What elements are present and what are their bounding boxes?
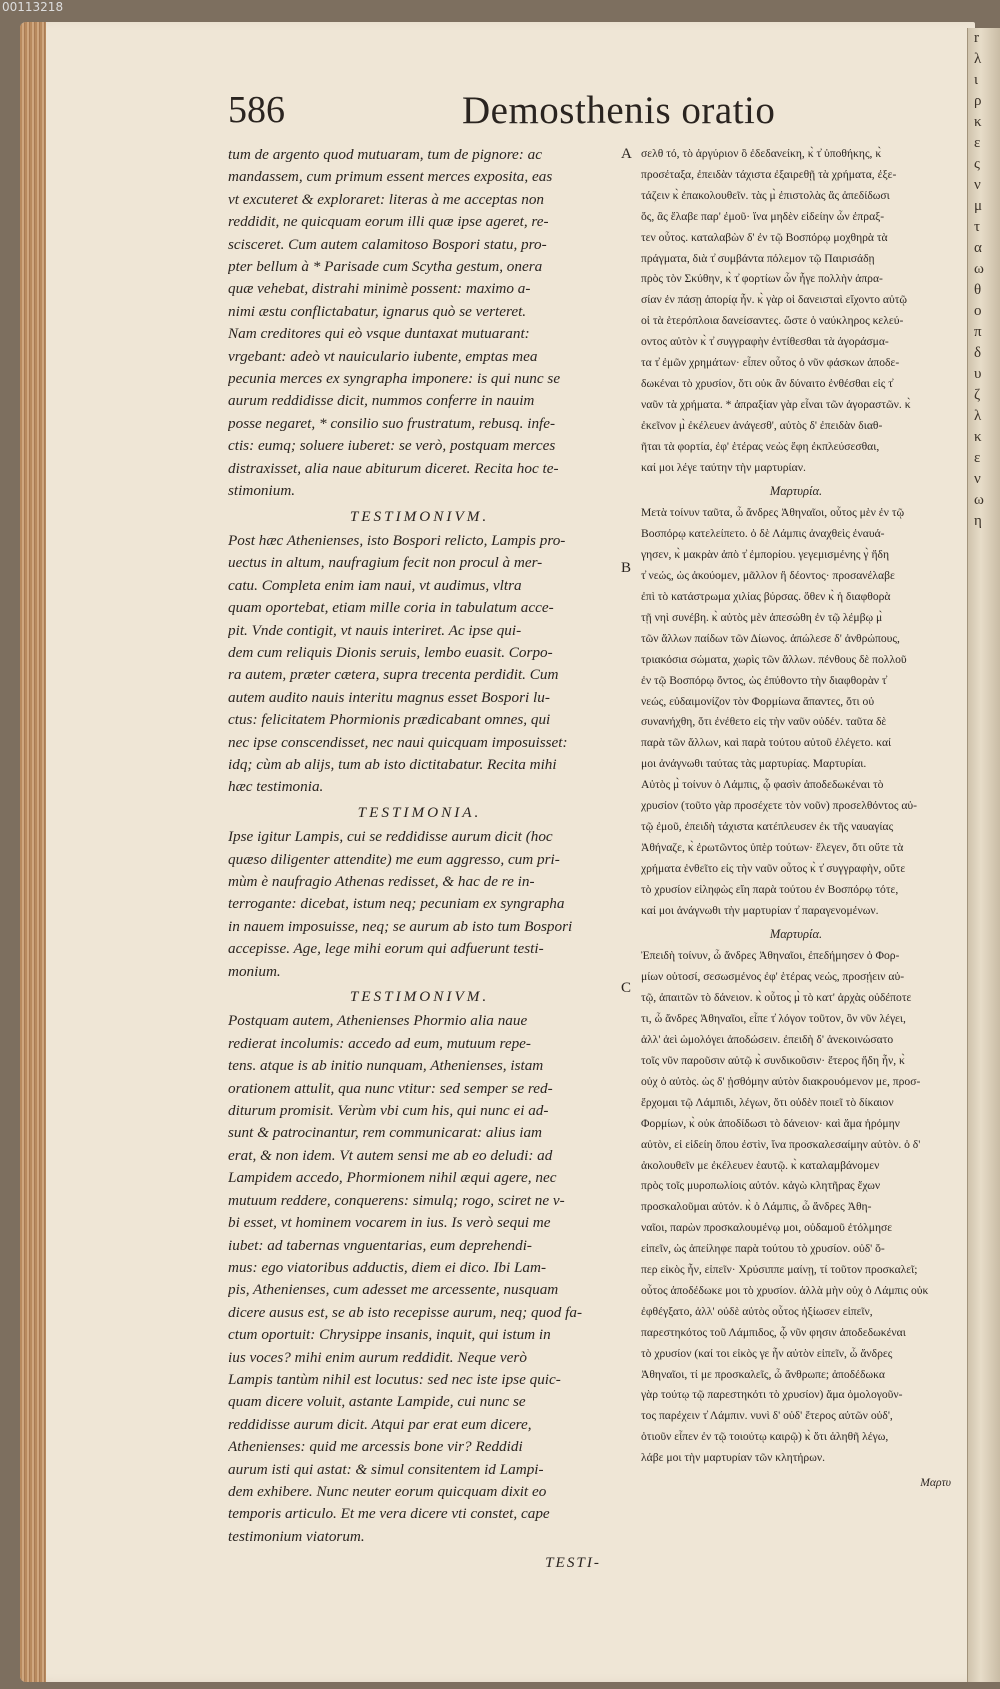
text-line: λάβε μοι τὴν μαρτυρίαν τῶν κλητήρων. — [641, 1451, 825, 1465]
greek-heading-2: Μαρτυρία. — [769, 926, 823, 941]
text-line: Lampidem accedo, Phormionem nihil æqui agere, nec — [228, 1169, 557, 1187]
running-title: Demosthenis oratio — [462, 89, 776, 132]
next-page-fragment: λ — [974, 51, 982, 67]
text-line: ἐν τῷ Βοσπόρῳ ὄντος, ὡς ἐπύθοντο τὴν διαφθορὰν τ̓ — [641, 673, 887, 687]
text-line: hæc testimonia. — [228, 778, 324, 796]
text-line: tum de argento quod mutuaram, tum de pignore: ac — [228, 146, 542, 163]
next-page-fragment: π — [974, 324, 982, 340]
text-line: ἐφθέγξατο, ἀλλ' οὐδὲ αὐτὸς οὗτος ἠξίωσεν εἰπεῖν, — [641, 1304, 873, 1318]
text-line: τ̓ νεώς, ὡς ἀκούομεν, μᾶλλον ἢ δέοντος· προσανέλαβε — [641, 569, 895, 583]
text-line: reddidit, ne quicquam eorum illi quæ ipse ageret, re- — [228, 213, 549, 231]
greek-block-4 — [641, 946, 951, 1469]
text-line: terrogante: dicebat, istum neq; pecuniam ex syngrapha — [228, 895, 565, 913]
text-line: dicere ausus est, se ab isto recepisse aurum, neq; quod fa- — [228, 1303, 583, 1321]
text-line: τεν οὗτος. καταλαβὼν δ' ἐν τῷ Βοσπόρῳ μοχθηρὰ τὰ — [641, 230, 888, 244]
text-line: τῷ ἐμοῦ, ἐπειδὴ τάχιστα κατέπλευσεν ἐκ τῆς ναυαγίας — [641, 820, 894, 833]
text-line: τι, ὦ ἄνδρες Ἀθηναῖοι, εἶπε τ̓ λόγον τοῦτον, ὃν νῦν λέγει, — [641, 1012, 906, 1026]
text-line: παρὰ τῶν ἄλλων, καὶ παρὰ τούτου αὐτοῦ ἐλέγετο. καί — [641, 736, 892, 750]
next-page-fragment: δ — [974, 345, 982, 361]
text-line: σίαν ἐν πάσῃ ἀπορίᾳ ἦν. κ̀ γὰρ οἱ δανεισταὶ εἴχοντο αὐτῷ — [641, 293, 908, 307]
text-line: ἐκεῖνον μ̀ ἐκέλευεν ἀνάγεσθ', αὐτὸς δ' ἐπειδὰν διαθ- — [641, 418, 883, 432]
margin-marker-c: C — [621, 980, 632, 996]
latin-block-2 — [228, 530, 611, 799]
text-line: dem exhibere. Nunc neuter eorum quicquam dixit eo — [228, 1482, 547, 1500]
text-line: pis, Athenienses, cum adesset me arcessente, nusquam — [228, 1281, 559, 1299]
text-line: pecunia merces ex syngrapha imponere: is qui nunc se — [228, 370, 561, 388]
text-line: Postquam autem, Athenienses Phormio alia naue — [228, 1012, 528, 1030]
next-page-fragment: ε — [974, 450, 981, 466]
next-page-fragment: υ — [974, 366, 982, 382]
text-line: Athenienses: quid me arcessis bone vir? Reddidi — [228, 1438, 523, 1456]
text-line: pit. Vnde contigit, vt nauis interiret. Ac ipse qui- — [228, 621, 522, 639]
next-page-fragment: ζ — [974, 387, 981, 403]
text-line: τοῖς νῦν παροῦσιν αὐτῷ κ̀ συνδικοῦσιν· ἕτερος ἤδη ἦν, κ̀ — [641, 1053, 905, 1067]
text-line: ius voces? mihi enim aurum reddidit. Neque verò — [228, 1348, 527, 1366]
text-line: δωκέναι τὸ χρυσίον, ὅτι οὐκ ἂν δύναιτο ἐνθέσθαι εἰς τ̓ — [641, 376, 893, 390]
text-line: τὸ χρυσίον εἰληφὼς εἴη παρὰ τούτου ἐν Βοσπόρῳ τότε, — [641, 882, 899, 896]
text-line: posse negaret, * consilio suo frustratum, rebusq. infe- — [228, 414, 556, 432]
text-line: ἐπὶ τὸ κατάστρωμα χιλίας βύρσας. ὅθεν κ̀ ἡ διαφθορὰ — [641, 590, 891, 604]
text-line: reddidisse aurum dicit. Atqui par erat eum dicere, — [228, 1415, 532, 1433]
text-line: catu. Completa enim iam naui, vt audimus, vltra — [228, 576, 522, 594]
text-line: τῷ, ἀπαιτῶν τὸ δάνειον. κ̀ οὗτος μ̀ τὸ κατ' ἀρχὰς οὐδέποτε — [641, 991, 912, 1005]
greek-catchword: Μαρτυ — [920, 1476, 951, 1490]
next-page-fragment: κ — [974, 429, 982, 445]
text-line: καί μοι λέγε ταύτην τὴν μαρτυρίαν. — [641, 460, 806, 474]
next-page-fragment: α — [974, 240, 982, 256]
next-page-fragment: θ — [974, 282, 982, 298]
text-line: πράγματα, διὰ τ̓ συμβάντα πόλεμον τῷ Παιρισάδῃ — [641, 251, 875, 265]
text-line: τῇ νηὶ συνέβη. κ̀ αὐτὸς μὲν ἀπεσώθη ἐν τῷ λέμβῳ μ̀ — [641, 610, 883, 624]
text-line: Ἀθηναῖοι, τί με προσκαλεῖς, ὦ ἄνθρωπε; ἀποδέδωκα — [641, 1367, 885, 1381]
text-line: accepisse. Age, lege mihi eorum qui adfuerunt testi- — [228, 940, 544, 958]
next-page-fragment: η — [974, 513, 982, 529]
text-line: dem cum reliquis Dionis seruis, lembo euasit. Corpo- — [228, 643, 553, 661]
latin-heading-3: TESTIMONIVM. — [349, 988, 490, 1006]
text-line: Nam creditores qui eò vsque duntaxat mutuarant: — [228, 325, 530, 343]
text-line: τὸ χρυσίον (καί τοι εἰκὸς γε ἦν αὐτὸν εἰπεῖν, ὦ ἄνδρες — [641, 1346, 893, 1360]
next-page-fragment: λ — [974, 408, 982, 424]
text-line: τῶν ἄλλων παίδων τῶν Δίωνος. ἀπώλεσε δ' ἀνθρώπους, — [641, 631, 900, 645]
corner-id: 00113218 — [2, 0, 64, 14]
text-line: χρήματα ἐνθεῖτο εἰς τὴν ναῦν οὗτος κ̀ τ̓ συγγραφὴν, οὔτε — [641, 861, 906, 875]
text-line: redierat incolumis: accedo ad eum, mutuum repe- — [228, 1034, 531, 1052]
text-line: τριακόσια σώματα, χωρὶς τῶν ἄλλων. πένθους δὲ πολλοῦ — [641, 652, 907, 666]
text-line: καί μοι ἀνάγνωθι τὴν μαρτυρίαν τ̓ παραγενομένων. — [641, 903, 879, 917]
text-line: mùm è naufragio Athenas redisset, & hac de re in- — [228, 873, 535, 890]
text-line: distraxisset, alia naue abiturum diceret. Recita hoc te- — [228, 459, 559, 477]
text-line: χρυσίον (τοῦτο γὰρ προσέχετε τὸν νοῦν) προσελθόντος αὐ- — [641, 799, 918, 813]
text-line: περ εἰκὸς ἦν, εἰπεῖν· Χρύσιππε μαίνῃ, τί τοῦτον προσκαλεῖ; — [641, 1263, 918, 1277]
text-line: in nauem imposuisse, neq; se aurum ab isto tum Bospori — [228, 917, 573, 935]
greek-block-1 — [641, 144, 951, 479]
latin-heading-2: TESTIMONIA. — [357, 803, 482, 821]
text-line: Ipse igitur Lampis, cui se reddidisse aurum dicit (hoc — [228, 828, 553, 846]
text-line: τος παρέχειν τ̓ Λάμπιν. νυνὶ δ' οὐδ' ἕτερος αὐτῶν οὐδ', — [641, 1409, 893, 1423]
text-line: Βοσπόρῳ κατελείπετο. ὁ δὲ Λάμπις ἀναχθεὶς ἐναυά- — [641, 527, 885, 541]
next-page-fragment: ο — [974, 303, 982, 319]
text-line: Post hæc Athenienses, isto Bospori relicto, Lampis pro- — [228, 531, 566, 549]
text-line: ναῦν τὰ χρήματα. * ἀπραξίαν γὰρ εἶναι τῶν ἀγοραστῶν. κ̀ — [641, 397, 911, 411]
text-line: ctum oportuit: Chrysippe insanis, inquit, qui istum in — [228, 1326, 551, 1344]
text-line: ἀλλ' ἀεὶ ὡμολόγει ἀποδώσειν. ἐπειδὴ δ' ἀνεκοινώσατο — [641, 1033, 894, 1047]
text-line: iubet: ad tabernas vnguentarias, eum deprehendi- — [228, 1236, 532, 1254]
text-line: quam oportebat, etiam mille coria in tabulatum acce- — [228, 599, 554, 617]
text-line: ἀκολουθεῖν με ἐκέλευεν ἑαυτῷ. κ̀ καταλαμβάνομεν — [641, 1158, 880, 1172]
text-line: bi esset, vt hominem vocarem in ius. Is verò sequi me — [228, 1214, 551, 1232]
next-page-fragment: ω — [974, 492, 984, 508]
text-line: προσέταξα, ἐπειδὰν τάχιστα ἐξαιρεθῇ τὰ χρήματα, ἐξε- — [641, 167, 897, 181]
next-page-fragment: ι — [974, 72, 979, 88]
text-line: sunt & patrocinantur, rem communicarat: alius iam — [228, 1124, 543, 1142]
text-line: temporis articulo. Et me vera dicere vti constet, cape — [228, 1505, 550, 1523]
latin-block-3 — [228, 826, 611, 983]
text-line: quæso diligenter attendite) me eum aggresso, cum pri- — [228, 850, 560, 868]
next-page-fragment: τ — [974, 219, 981, 235]
next-page-fragment: ν — [974, 471, 981, 487]
text-line: ctis: eumq; soluere iuberet: se verò, postquam merces — [228, 437, 556, 455]
next-page-fragment: ω — [974, 261, 984, 277]
margin-marker-a: A — [621, 146, 632, 162]
text-line: aurum reddidisse dicit, nummos conferre in nauim — [228, 392, 535, 410]
text-line: Φορμίων, κ̀ οὐκ ἀποδίδωσι τὸ δάνειον· καὶ ἅμα ἠρόμην — [641, 1116, 900, 1130]
text-line: nimi æstu conflictabatur, ignarus quò se verteret. — [228, 302, 527, 320]
text-line: παρεστηκότος τοῦ Λάμπιδος, ᾧ νῦν φησιν ἀποδεδωκέναι — [641, 1325, 906, 1339]
text-line: vrgebant: adeò vt nauiculario iubente, emptas mea — [228, 347, 538, 365]
text-line: αὐτὸν, εἰ εἰδείη ὅπου ἐστὶν, ἵνα προσκαλεσαίμην αὐτὸν. ὁ δ' — [641, 1137, 921, 1151]
text-line: πρὸς τοῖς μυροπωλίοις αὐτόν. κἀγὼ κλητῆρας ἔχων — [641, 1179, 881, 1193]
text-line: tens. atque is ab initio nunquam, Athenienses, istam — [228, 1057, 544, 1075]
text-line: aurum isti qui astat: & simul consitentem id Lampi- — [228, 1460, 544, 1478]
next-page-fragment: ε — [974, 135, 981, 151]
text-line: εἰπεῖν, ὡς ἀπείληφε παρὰ τούτου τὸ χρυσίον. οὐδ' ὅ- — [641, 1242, 885, 1256]
text-line: τα τ̓ ἐμῶν χρημάτων· εἶπεν οὗτος ὁ νῦν φάσκων ἀποδε- — [641, 356, 900, 370]
text-line: ctus: felicitatem Phormionis prædicabant omnes, qui — [228, 711, 551, 729]
text-line: Ἀθήναζε, κ̀ ἐρωτῶντος ὑπὲρ τούτων· ἔλεγεν, ὅτι οὔτε τὰ — [641, 840, 904, 854]
latin-block-1 — [228, 144, 611, 503]
text-line: uectus in altum, naufragium fecit non procul à mer- — [228, 554, 543, 572]
text-line: Αὐτὸς μ̀ τοίνυν ὁ Λάμπις, ᾧ φασὶν ἀποδεδωκέναι τὸ — [641, 778, 884, 792]
text-line: autem audito nauis interitu magnus esset Bospori lu- — [228, 688, 550, 706]
text-line: Μετὰ τοίνυν ταῦτα, ὦ ἄνδρες Ἀθηναῖοι, οὗτος μὲν ἐν τῷ — [641, 506, 905, 520]
text-line: pter bellum à * Parisade cum Scytha gestum, onera — [228, 258, 543, 276]
text-line: Ἐπειδὴ τοίνυν, ὦ ἄνδρες Ἀθηναῖοι, ἐπεδήμησεν ὁ Φορ- — [641, 949, 900, 963]
text-line: idq; cùm ab alijs, tum ab isto dictitabatur. Recita mihi — [228, 755, 557, 773]
text-line: diturum promisit. Verùm vbi cum his, qui nunc ei ad- — [228, 1102, 549, 1120]
text-line: γησεν, κ̀ μακρὰν ἀπὸ τ̓ ἐμπορίου. γεγεμισμένης γ̀ ἤδη — [641, 548, 890, 562]
text-line: συνανήχθη, ὅτι ἐνέθετο εἰς τὴν ναῦν οὐδέν. ταῦτα δὲ — [641, 715, 887, 729]
greek-block-2 — [641, 503, 951, 775]
next-page-fragment: μ — [974, 198, 983, 214]
text-line: monium. — [228, 962, 281, 980]
greek-heading-1: Μαρτυρία. — [769, 483, 823, 498]
text-line: testimonium viatorum. — [228, 1527, 365, 1545]
greek-block-3 — [641, 775, 951, 921]
text-line: προσκαλοῦμαι αὐτόν. κ̀ ὁ Λάμπις, ὦ ἄνδρες Ἀθη- — [641, 1200, 872, 1214]
text-line: νεώς, εὐδαιμονίζον τὸν Φορμίωνα ἅπαντες, ὅτι οὐ — [641, 694, 875, 708]
text-line: mutuum reddere, conquerens: simulq; rogo, sciret ne v- — [228, 1191, 565, 1209]
text-line: ὅς, ἃς ἔλαβε παρ' ἐμοῦ· ἵνα μηδὲν εἰδείην ὧν ἐπραξ- — [641, 209, 885, 223]
latin-column — [228, 144, 611, 1575]
next-page-fragment: r — [974, 30, 979, 46]
text-line: ra autem, præter cætera, supra trecenta perdidit. Cum — [228, 666, 559, 684]
text-line: vt excuteret & exploraret: literas à me acceptas non — [228, 190, 545, 208]
next-page-edge — [967, 28, 1000, 1682]
text-line: οντος αὐτὸν κ̀ τ̓ συγγραφὴν ἐντίθεσθαι τὰ ἀγοράσμα- — [641, 335, 889, 349]
next-page-fragment: κ — [974, 114, 982, 130]
greek-column — [641, 144, 951, 1494]
text-line: ναῖοι, παρὼν προσκαλουμένῳ μοι, οὐδαμοῦ ἐτόλμησε — [641, 1221, 893, 1235]
text-line: ῆται τὰ φορτία, ἐφ' ἑτέρας νεὼς ἔφη ἐκπλεύσεσθαι, — [641, 439, 880, 453]
text-line: mus: ego viatoribus adductis, diem ei dico. Ibi Lam- — [228, 1258, 547, 1276]
text-line: erat, & non idem. Vt autem sensi me ab eo deludi: ad — [228, 1146, 553, 1164]
text-line: quam dicere voluit, astante Lampide, cui nunc se — [228, 1393, 526, 1411]
text-line: orationem attulit, qua nunc vtitur: sed semper se red- — [228, 1079, 553, 1097]
text-line: nec ipse conscendisset, nec naui quicquam imposuisset: — [228, 733, 568, 751]
margin-marker-b: B — [621, 560, 632, 576]
text-line: οὗτος ἀποδέδωκε μοι τὸ χρυσίον. ἀλλὰ μὴν οὐχ ὁ Λάμπις οὐκ — [641, 1283, 929, 1297]
text-line: Lampis tantùm nihil est locutus: sed nec iste ipse quic- — [228, 1370, 561, 1388]
next-page-fragment: ν — [974, 177, 981, 193]
text-line: mandassem, cum primum essent merces exposita, eas — [228, 168, 553, 186]
page-number: 586 — [228, 89, 285, 131]
text-line: ὁτιοῦν εἶπεν ἐν τῷ τοιούτῳ καιρῷ) κ̀ ὅτι ἀληθῆ λέγω, — [641, 1430, 889, 1444]
text-line: μοι ἀνάγνωθι ταύτας τὰς μαρτυρίας. Μαρτυρίαι. — [641, 757, 867, 771]
text-line: τάζειν κ̀ ἐπακολουθεῖν. τὰς μ̀ ἐπιστολὰς ἃς ἀπεδίδωσι — [641, 188, 890, 202]
latin-catchword: TESTI- — [545, 1554, 601, 1572]
latin-block-4 — [228, 1010, 611, 1548]
next-page-fragment: ρ — [974, 93, 982, 109]
text-line: μίων οὑτοσί, σεσωσμένος ἐφ' ἑτέρας νεώς, προσῄειν αὐ- — [641, 970, 905, 984]
text-line: ἔρχομαι τῷ Λάμπιδι, λέγων, ὅτι οὐδὲν ποιεῖ τὸ δίκαιον — [641, 1095, 894, 1109]
text-line: πρὸς τὸν Σκύθην, κ̀ τ̓ φορτίων ὧν ἦγε πολλὴν ἀπρα- — [641, 272, 883, 286]
text-line: γὰρ τούτῳ τῷ παρεστηκότι τὸ χρυσίον) ἅμα ὁμολογοῦν- — [641, 1388, 903, 1402]
text-line: stimonium. — [228, 482, 296, 500]
text-line: quæ vehebat, distrahi minimè possent: maximo a- — [228, 280, 531, 298]
text-line: οὐχ ὁ αὐτὸς. ὡς δ' ᾐσθόμην αὐτὸν διακρουόμενον με, προσ- — [641, 1074, 921, 1088]
text-line: scisceret. Cum autem calamitoso Bospori statu, pro- — [228, 235, 547, 253]
text-line: οἱ τὰ ἑτερόπλοια δανείσαντες. ὥστε ὁ ναύκληρος κελεύ- — [641, 314, 904, 328]
text-line: σελθ τό, τὸ ἀργύριον ὃ ἐδεδανείκη, κ̀ τ̓ ὑποθήκης, κ̀ — [641, 147, 882, 160]
next-page-fragment: ς — [974, 156, 980, 172]
latin-heading-1: TESTIMONIVM. — [349, 507, 490, 525]
page-edge — [20, 22, 46, 1682]
